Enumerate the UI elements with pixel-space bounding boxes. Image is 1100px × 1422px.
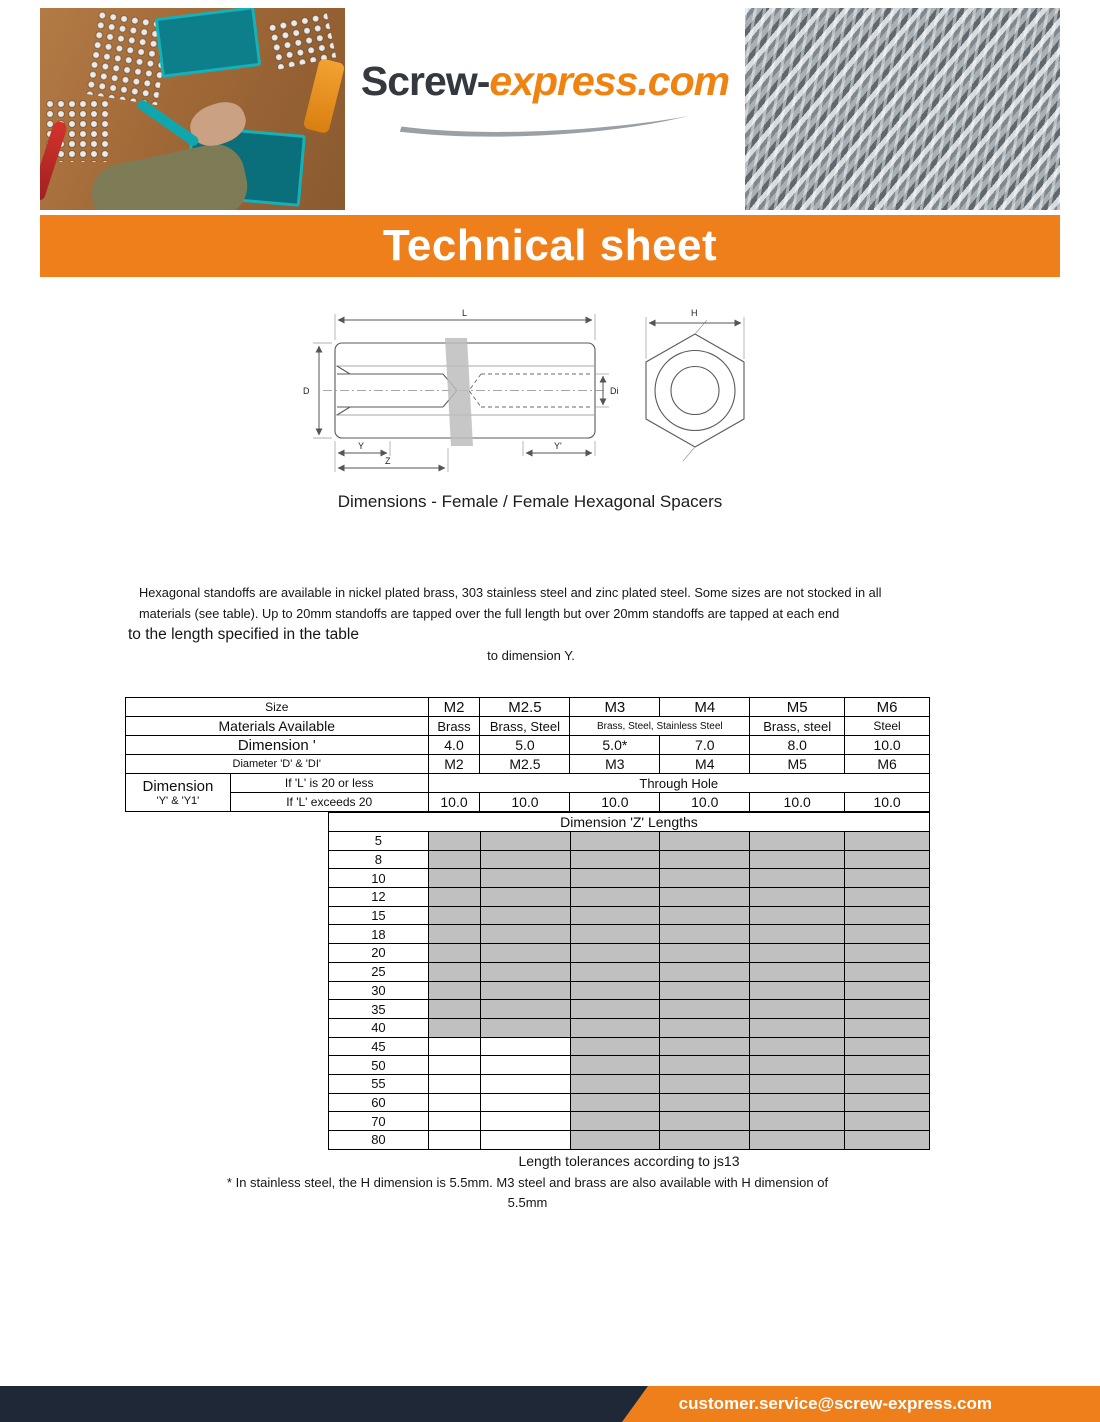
- z-available-cell: [570, 1000, 660, 1019]
- z-available-cell: [660, 1018, 750, 1037]
- spacer-technical-drawing: [295, 296, 775, 496]
- arm: [86, 139, 253, 210]
- dimension-h-m6: 10.0: [845, 736, 930, 755]
- size-row: [126, 698, 930, 717]
- z-available-cell: [845, 1074, 930, 1093]
- z-available-cell: [428, 944, 480, 963]
- workbench-tools-photo: [40, 8, 345, 210]
- z-available-cell: [480, 1018, 570, 1037]
- z-available-cell: [660, 1093, 750, 1112]
- z-row: [329, 850, 930, 869]
- z-available-cell: [570, 1093, 660, 1112]
- z-available-cell: [480, 888, 570, 907]
- z-available-cell: [660, 962, 750, 981]
- z-available-cell: [480, 850, 570, 869]
- z-available-cell: [845, 962, 930, 981]
- z-available-cell: [480, 944, 570, 963]
- z-available-cell: [845, 1018, 930, 1037]
- dim-label-Z: Z: [385, 456, 391, 466]
- z-available-cell: [570, 850, 660, 869]
- z-length-label: 50: [329, 1056, 429, 1075]
- z-available-cell: [570, 1037, 660, 1056]
- z-available-cell: [660, 850, 750, 869]
- z-unavailable-cell: [428, 1093, 480, 1112]
- z-available-cell: [570, 1074, 660, 1093]
- z-length-label: 55: [329, 1074, 429, 1093]
- z-row: [329, 1000, 930, 1019]
- condition-20-or-less: If 'L' is 20 or less: [230, 774, 428, 793]
- condition-exceeds-20: If 'L' exceeds 20: [230, 793, 428, 812]
- z-available-cell: [428, 906, 480, 925]
- z-available-cell: [480, 832, 570, 851]
- dimension-h-m4: 7.0: [660, 736, 750, 755]
- z-available-cell: [845, 906, 930, 925]
- z-available-cell: [750, 944, 845, 963]
- diameter-m3: M3: [570, 755, 660, 774]
- dimension-h-m5: 8.0: [750, 736, 845, 755]
- z-available-cell: [660, 944, 750, 963]
- z-available-cell: [428, 888, 480, 907]
- z-length-label: 40: [329, 1018, 429, 1037]
- z-available-cell: [480, 1000, 570, 1019]
- size-m2-5: M2.5: [480, 698, 570, 717]
- z-available-cell: [428, 962, 480, 981]
- footnote-line-2: 5.5mm: [507, 1194, 548, 1210]
- size-m5: M5: [750, 698, 845, 717]
- logo-text: [345, 58, 745, 105]
- materials-m2: Brass: [428, 717, 480, 736]
- dim-label-H: H: [691, 308, 698, 318]
- diameter-m6: M6: [845, 755, 930, 774]
- intro-line-4: to dimension Y.: [487, 648, 575, 663]
- z-row: [329, 962, 930, 981]
- size-label: Size: [126, 698, 429, 717]
- z-available-cell: [750, 1018, 845, 1037]
- intro-line-3: to the length specified in the table: [128, 626, 359, 643]
- z-available-cell: [750, 1056, 845, 1075]
- dimension-y-row-1: [126, 774, 930, 793]
- z-available-cell: [845, 888, 930, 907]
- z-available-cell: [750, 1093, 845, 1112]
- z-available-cell: [750, 981, 845, 1000]
- size-m6: M6: [845, 698, 930, 717]
- logo: [345, 58, 745, 142]
- dimension-y-label-line2: 'Y' & 'Y1': [156, 795, 200, 807]
- z-available-cell: [570, 925, 660, 944]
- z-length-label: 30: [329, 981, 429, 1000]
- orange-tool: [303, 58, 345, 134]
- z-available-cell: [750, 850, 845, 869]
- z-length-label: 25: [329, 962, 429, 981]
- z-length-label: 5: [329, 832, 429, 851]
- diameter-m2: M2: [428, 755, 480, 774]
- z-available-cell: [570, 962, 660, 981]
- materials-row: [126, 717, 930, 736]
- z-available-cell: [570, 1112, 660, 1131]
- dim-label-L: L: [462, 308, 468, 318]
- z-table-body: [329, 832, 930, 1150]
- z-unavailable-cell: [480, 1074, 570, 1093]
- logo-text-screw: Screw-: [360, 58, 490, 104]
- z-unavailable-cell: [480, 1037, 570, 1056]
- z-length-label: 20: [329, 944, 429, 963]
- dimension-y-label-line1: Dimension: [142, 778, 214, 795]
- z-available-cell: [750, 1131, 845, 1150]
- z-unavailable-cell: [428, 1112, 480, 1131]
- z-available-cell: [845, 1000, 930, 1019]
- z-available-cell: [428, 1018, 480, 1037]
- diameter-m2-5: M2.5: [480, 755, 570, 774]
- footer: [0, 1386, 1100, 1422]
- z-unavailable-cell: [480, 1056, 570, 1075]
- z-row: [329, 1074, 930, 1093]
- z-row: [329, 1056, 930, 1075]
- z-available-cell: [660, 981, 750, 1000]
- z-available-cell: [845, 1093, 930, 1112]
- z-available-cell: [750, 1037, 845, 1056]
- intro-line-2: materials (see table). Up to 20mm standoffs are tapped over the full length but over 20mm standoffs are tapped at each end: [139, 606, 840, 621]
- z-available-cell: [750, 869, 845, 888]
- z-available-cell: [660, 1074, 750, 1093]
- footnote-line-1: * In stainless steel, the H dimension is 5.5mm. M3 steel and brass are also available with H dimension of: [226, 1174, 829, 1190]
- z-lengths-header: Dimension 'Z' Lengths: [329, 813, 930, 832]
- z-available-cell: [750, 925, 845, 944]
- diameter-row: [126, 755, 930, 774]
- materials-m2-5: Brass, Steel: [480, 717, 570, 736]
- z-available-cell: [845, 850, 930, 869]
- z-lengths-table: [328, 812, 930, 1150]
- z-available-cell: [570, 832, 660, 851]
- z-available-cell: [480, 906, 570, 925]
- dim-label-D: D: [303, 386, 310, 396]
- diameter-m4: M4: [660, 755, 750, 774]
- intro-text: [126, 582, 986, 666]
- z-available-cell: [480, 925, 570, 944]
- z-available-cell: [660, 1037, 750, 1056]
- z-available-cell: [480, 962, 570, 981]
- dimension-h-m2-5: 5.0: [480, 736, 570, 755]
- z-row: [329, 832, 930, 851]
- z-available-cell: [660, 1056, 750, 1075]
- z-available-cell: [750, 1074, 845, 1093]
- dimension-h-m2: 4.0: [428, 736, 480, 755]
- dim-label-Y-prime: Y': [554, 441, 562, 451]
- size-m3: M3: [570, 698, 660, 717]
- z-available-cell: [750, 962, 845, 981]
- z-row: [329, 869, 930, 888]
- spec-table: [125, 697, 930, 812]
- z-row: [329, 981, 930, 1000]
- z-available-cell: [845, 981, 930, 1000]
- z-available-cell: [570, 944, 660, 963]
- z-available-cell: [845, 1112, 930, 1131]
- tolerance-note: Length tolerances according to js13: [518, 1152, 740, 1169]
- z-row: [329, 944, 930, 963]
- spec-table-area: [125, 697, 930, 1213]
- intro-line-1: Hexagonal standoffs are available in nickel plated brass, 303 stainless steel and zinc plated steel. Some sizes are not stocked in all: [139, 585, 882, 600]
- z-available-cell: [428, 981, 480, 1000]
- z-length-label: 15: [329, 906, 429, 925]
- z-length-label: 45: [329, 1037, 429, 1056]
- z-row: [329, 1018, 930, 1037]
- z-unavailable-cell: [480, 1112, 570, 1131]
- logo-text-express: express.com: [489, 58, 730, 104]
- z-unavailable-cell: [428, 1037, 480, 1056]
- z-row: [329, 906, 930, 925]
- exceeds-m3: 10.0: [570, 793, 660, 812]
- dimension-h-label: Dimension ': [126, 736, 429, 755]
- dimension-h-m3: 5.0*: [570, 736, 660, 755]
- z-available-cell: [845, 1037, 930, 1056]
- z-available-cell: [750, 888, 845, 907]
- z-available-cell: [570, 1018, 660, 1037]
- dimension-h-row: [126, 736, 930, 755]
- materials-m5: Brass, steel: [750, 717, 845, 736]
- z-available-cell: [750, 1112, 845, 1131]
- exceeds-m4: 10.0: [660, 793, 750, 812]
- z-available-cell: [845, 1131, 930, 1150]
- exceeds-m6: 10.0: [845, 793, 930, 812]
- materials-label: Materials Available: [126, 717, 429, 736]
- z-length-label: 80: [329, 1131, 429, 1150]
- z-row: [329, 925, 930, 944]
- z-row: [329, 1037, 930, 1056]
- z-length-label: 8: [329, 850, 429, 869]
- z-row: [329, 1093, 930, 1112]
- z-available-cell: [660, 1112, 750, 1131]
- dim-label-Di: Di: [610, 386, 619, 396]
- z-unavailable-cell: [428, 1074, 480, 1093]
- z-available-cell: [660, 925, 750, 944]
- z-available-cell: [428, 1000, 480, 1019]
- z-available-cell: [660, 906, 750, 925]
- materials-m3-m4: Brass, Steel, Stainless Steel: [570, 717, 750, 736]
- z-available-cell: [428, 850, 480, 869]
- z-available-cell: [750, 906, 845, 925]
- z-available-cell: [660, 869, 750, 888]
- z-available-cell: [845, 832, 930, 851]
- dim-label-Y: Y: [358, 441, 365, 451]
- diameter-m5: M5: [750, 755, 845, 774]
- z-available-cell: [660, 888, 750, 907]
- z-available-cell: [570, 981, 660, 1000]
- z-available-cell: [845, 925, 930, 944]
- z-row: [329, 1131, 930, 1150]
- footnote: [125, 1173, 930, 1213]
- exceeds-m2: 10.0: [428, 793, 480, 812]
- technical-sheet-banner: [40, 215, 1060, 277]
- z-available-cell: [750, 1000, 845, 1019]
- z-available-cell: [480, 981, 570, 1000]
- z-available-cell: [570, 1056, 660, 1075]
- z-length-label: 60: [329, 1093, 429, 1112]
- z-unavailable-cell: [480, 1131, 570, 1150]
- z-available-cell: [845, 1056, 930, 1075]
- z-available-cell: [845, 944, 930, 963]
- z-available-cell: [845, 869, 930, 888]
- z-unavailable-cell: [480, 1093, 570, 1112]
- size-m2: M2: [428, 698, 480, 717]
- z-length-label: 35: [329, 1000, 429, 1019]
- z-available-cell: [570, 906, 660, 925]
- parts-tray: [155, 8, 262, 78]
- z-unavailable-cell: [428, 1131, 480, 1150]
- z-header-row: [329, 813, 930, 832]
- diameter-label: Diameter 'D' & 'DI': [126, 755, 429, 774]
- z-available-cell: [750, 832, 845, 851]
- dimension-y-row-2: [126, 793, 930, 812]
- z-unavailable-cell: [428, 1056, 480, 1075]
- z-row: [329, 888, 930, 907]
- z-available-cell: [428, 869, 480, 888]
- materials-m6: Steel: [845, 717, 930, 736]
- z-available-cell: [570, 1131, 660, 1150]
- exceeds-m5: 10.0: [750, 793, 845, 812]
- z-available-cell: [480, 869, 570, 888]
- z-row: [329, 1112, 930, 1131]
- z-length-label: 18: [329, 925, 429, 944]
- section-cut-band: [445, 338, 473, 446]
- z-available-cell: [660, 1131, 750, 1150]
- z-available-cell: [428, 832, 480, 851]
- through-hole-cell: Through Hole: [428, 774, 929, 793]
- diagram-caption: Dimensions - Female / Female Hexagonal Spacers: [337, 492, 723, 511]
- logo-swoosh-icon: [380, 109, 710, 137]
- z-length-label: 10: [329, 869, 429, 888]
- exceeds-m2-5: 10.0: [480, 793, 570, 812]
- z-available-cell: [660, 1000, 750, 1019]
- footer-email[interactable]: customer.service@screw-express.com: [678, 1394, 992, 1413]
- z-available-cell: [570, 869, 660, 888]
- size-m4: M4: [660, 698, 750, 717]
- z-length-label: 12: [329, 888, 429, 907]
- dimension-y-label: [126, 774, 231, 812]
- z-available-cell: [570, 888, 660, 907]
- z-available-cell: [660, 832, 750, 851]
- z-available-cell: [428, 925, 480, 944]
- banner-title: Technical sheet: [382, 221, 718, 270]
- screws-pile-photo: [745, 8, 1060, 210]
- z-length-label: 70: [329, 1112, 429, 1131]
